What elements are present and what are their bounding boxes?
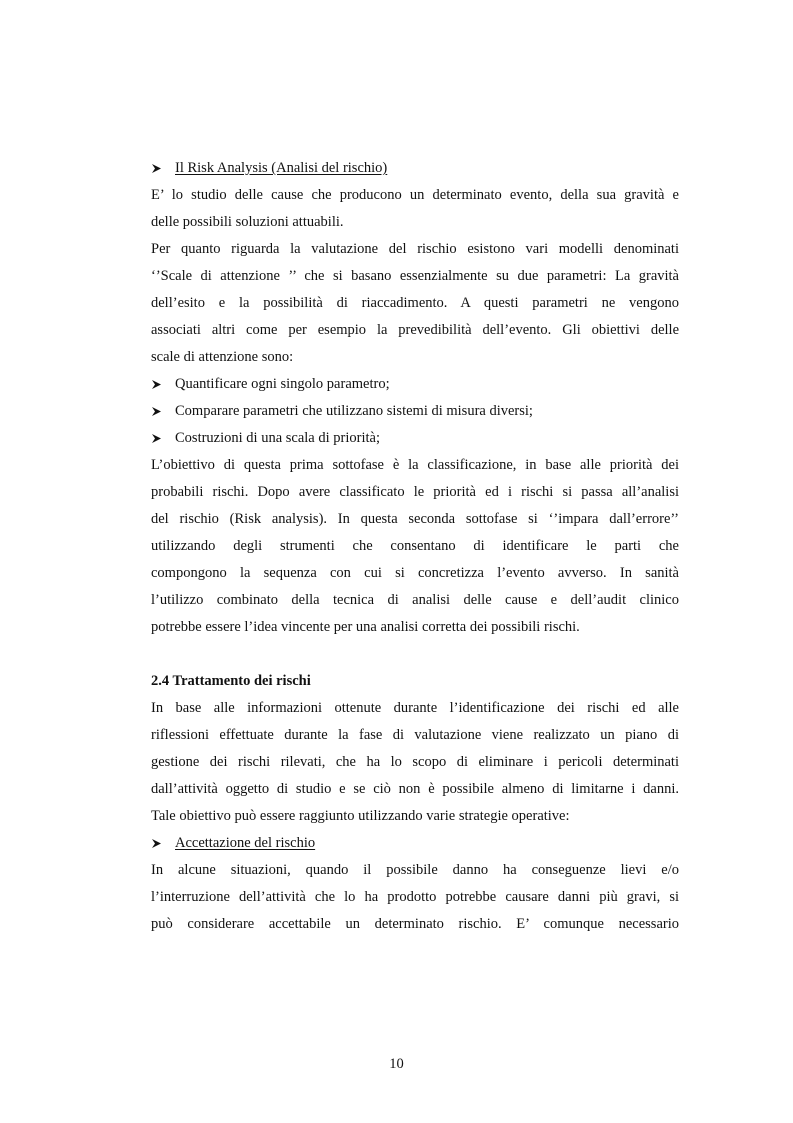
section-title-text: Il Risk Analysis (Analisi del rischio) bbox=[175, 160, 388, 176]
paragraph-line: In alcune situazioni, quando il possibile danno ha conseguenze lievi e/o bbox=[151, 862, 679, 878]
paragraph-line: Tale obiettivo può essere raggiunto utilizzando varie strategie operative: bbox=[151, 808, 570, 824]
list-item-text: Quantificare ogni singolo parametro; bbox=[175, 376, 390, 392]
list-item bbox=[151, 398, 679, 425]
paragraph-line: può considerare accettabile un determinato rischio. E’ comunque necessario bbox=[151, 916, 679, 932]
paragraph-line: potrebbe essere l’idea vincente per una analisi corretta dei possibili rischi. bbox=[151, 619, 580, 635]
paragraph-line: del rischio (Risk analysis). In questa seconda sottofase si ‘’impara dall’errore’’ bbox=[151, 511, 679, 527]
paragraph-line: l’interruzione dell’attività che lo ha prodotto potrebbe causare danni più gravi, si bbox=[151, 889, 679, 905]
paragraph-line: L’obiettivo di questa prima sottofase è la classificazione, in base alle priorità dei bbox=[151, 457, 679, 473]
paragraph-line: dell’esito e la possibilità di riaccadimento. A questi parametri ne vengono bbox=[151, 295, 679, 311]
paragraph-line: scale di attenzione sono: bbox=[151, 349, 294, 365]
paragraph-line: utilizzando degli strumenti che consentano di identificare le parti che bbox=[151, 538, 679, 554]
paragraph-line: associati altri come per esempio la prevedibilità dell’evento. Gli obiettivi delle bbox=[151, 322, 679, 338]
paragraph-line: Per quanto riguarda la valutazione del rischio esistono vari modelli denominati bbox=[151, 241, 679, 257]
arrow-bullet-icon bbox=[151, 838, 175, 849]
arrow-bullet-icon bbox=[151, 379, 175, 390]
paragraph-line: In base alle informazioni ottenute durante l’identificazione dei rischi ed alle bbox=[151, 700, 679, 716]
list-item bbox=[151, 371, 679, 398]
paragraph-line: compongono la sequenza con cui si concretizza l’evento avverso. In sanità bbox=[151, 565, 679, 581]
paragraph-line: probabili rischi. Dopo avere classificato le priorità ed i rischi si passa all’analisi bbox=[151, 484, 679, 500]
paragraph-line: E’ lo studio delle cause che producono un determinato evento, della sua gravità e bbox=[151, 187, 679, 203]
paragraph-line: delle possibili soluzioni attuabili. bbox=[151, 214, 344, 230]
arrow-bullet-icon bbox=[151, 163, 175, 174]
list-item bbox=[151, 425, 679, 452]
arrow-bullet-icon bbox=[151, 433, 175, 444]
page-body bbox=[151, 155, 679, 938]
paragraph-line: l’utilizzo combinato della tecnica di analisi delle cause e dell’audit clinico bbox=[151, 592, 679, 608]
spacer bbox=[151, 641, 679, 668]
paragraph-line: gestione dei rischi rilevati, che ha lo scopo di eliminare i pericoli determinati bbox=[151, 754, 679, 770]
paragraph-line: dall’attività oggetto di studio e se ciò non è possibile almeno di limitarne i danni. bbox=[151, 781, 679, 797]
section-heading: 2.4 Trattamento dei rischi bbox=[151, 673, 311, 689]
subsection-title-acceptance bbox=[151, 830, 679, 857]
list-item-text: Comparare parametri che utilizzano sistemi di misura diversi; bbox=[175, 403, 533, 419]
paragraph-line: ‘’Scale di attenzione ’’ che si basano essenzialmente su due parametri: La gravità bbox=[151, 268, 679, 284]
section-title-risk-analysis bbox=[151, 155, 679, 182]
paragraph-line: riflessioni effettuate durante la fase di valutazione viene realizzato un piano di bbox=[151, 727, 679, 743]
list-item-text: Costruzioni di una scala di priorità; bbox=[175, 430, 380, 446]
arrow-bullet-icon bbox=[151, 406, 175, 417]
page-number: 10 bbox=[389, 1056, 404, 1072]
subsection-title-text: Accettazione del rischio bbox=[175, 835, 316, 851]
